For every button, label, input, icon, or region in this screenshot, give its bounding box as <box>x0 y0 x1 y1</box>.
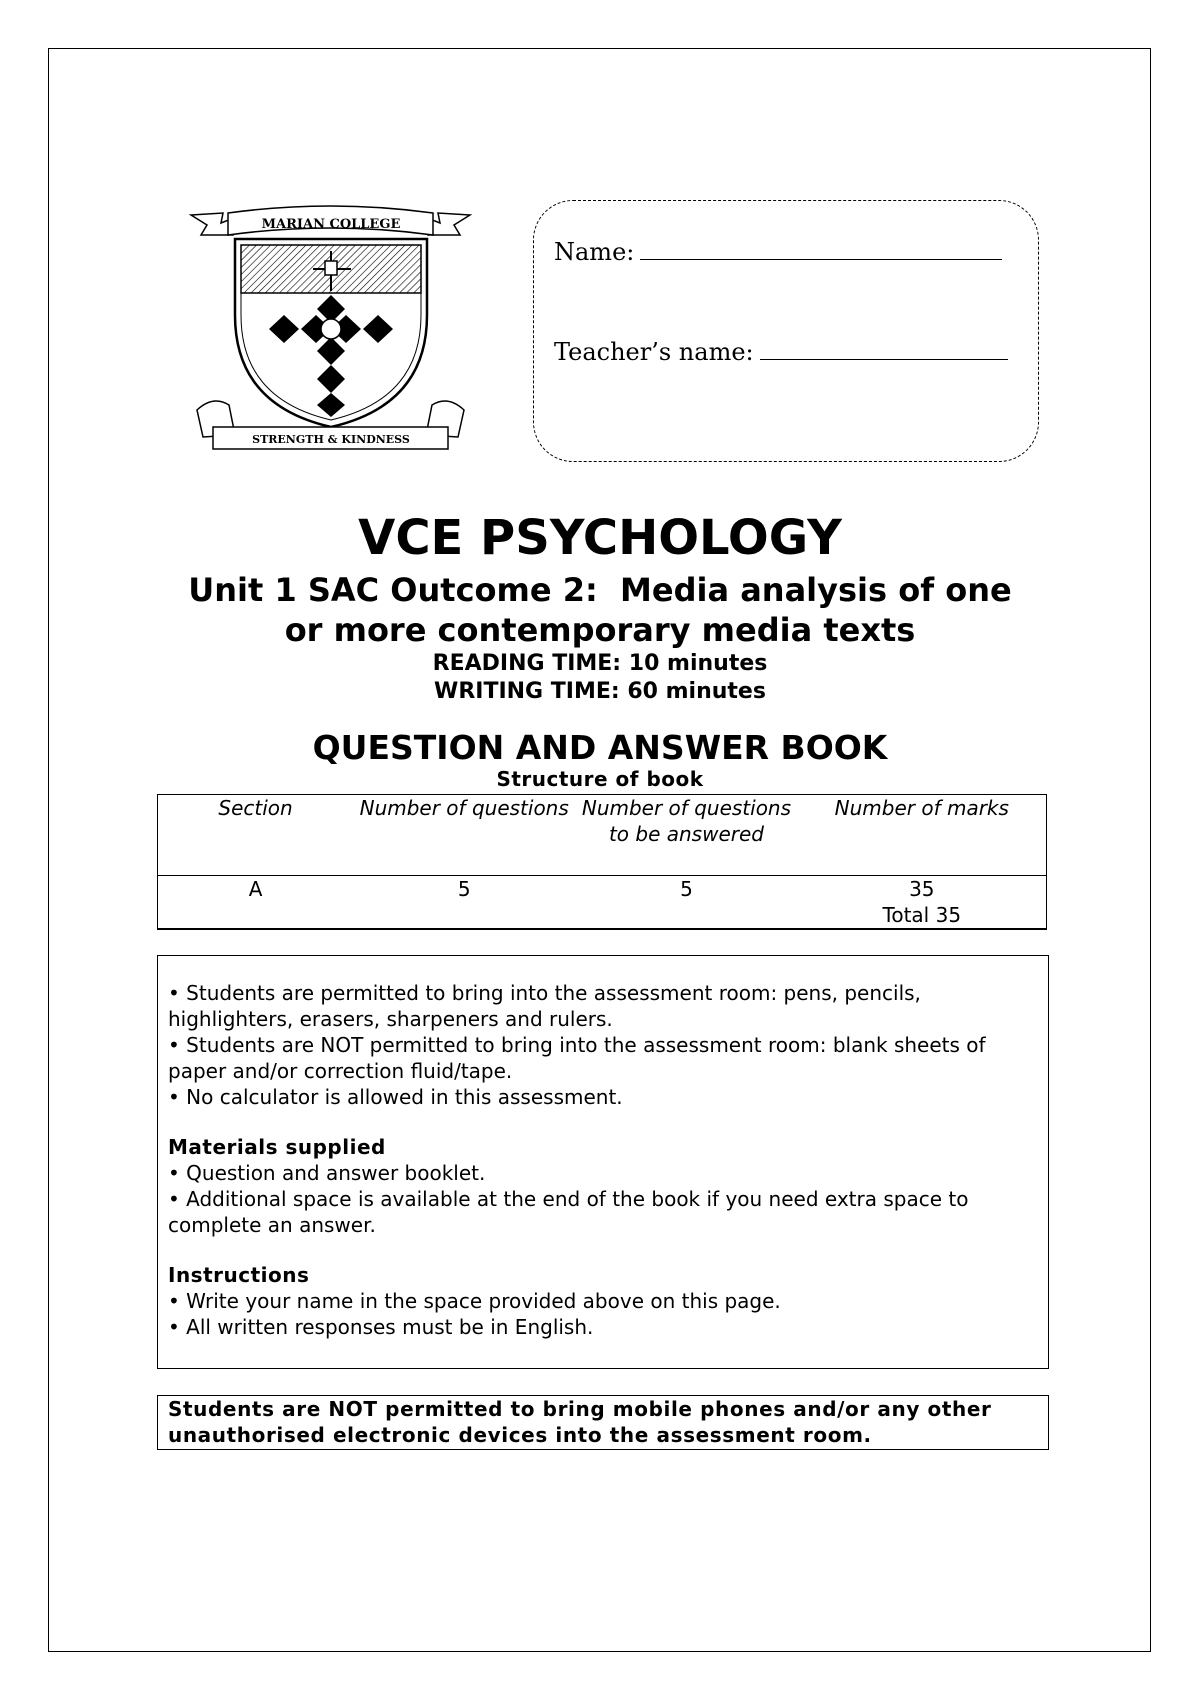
outcome-line-1: Unit 1 SAC Outcome 2: Media analysis of one <box>188 571 1012 609</box>
marks-total: Total 35 <box>882 903 962 927</box>
instructions-heading: Instructions <box>168 1263 310 1287</box>
list-item: • Additional space is available at the end of the book if you need extra space to complete an answer. <box>168 1187 969 1237</box>
cell-marks-value: 35 <box>909 877 935 901</box>
book-title: QUESTION AND ANSWER BOOK <box>312 728 888 767</box>
list-item: • All written responses must be in English. <box>168 1315 594 1339</box>
materials-heading: Materials supplied <box>168 1135 386 1159</box>
header-section: Section <box>158 795 354 876</box>
teacher-name-field[interactable] <box>554 337 1008 366</box>
header-questions-to-answer: Number of questions to be answered <box>581 796 792 846</box>
crest-motto-text: STRENGTH & KINDNESS <box>252 433 410 446</box>
list-item: • Question and answer booklet. <box>168 1161 486 1185</box>
time-allowance <box>0 650 1200 706</box>
header-number-of-questions: Number of questions <box>359 796 569 820</box>
structure-caption: Structure of book <box>496 767 704 791</box>
crest-top-text: MARIAN COLLEGE <box>261 217 401 232</box>
rules-box <box>157 955 1049 1369</box>
rule-not-permitted: • Students are NOT permitted to bring into the assessment room: blank sheets of paper and/or correction fluid/tape. <box>168 1033 986 1083</box>
name-blank-line[interactable] <box>640 237 1002 260</box>
name-label: Name: <box>554 238 635 266</box>
name-field[interactable] <box>554 237 1002 266</box>
mobile-phone-warning: Students are NOT permitted to bring mobile phones and/or any other unauthorised electronic devices into the assessment room. <box>157 1395 1049 1450</box>
student-details-box <box>533 200 1039 462</box>
cell-section: A <box>158 876 354 930</box>
cell-marks <box>798 876 1047 930</box>
rule-calculator: • No calculator is allowed in this assessment. <box>168 1085 623 1109</box>
outcome-title <box>0 570 1200 650</box>
structure-table-header-row <box>158 795 1047 876</box>
outcome-line-2: or more contemporary media texts <box>284 611 916 649</box>
cell-number-of-questions: 5 <box>457 877 471 901</box>
subject-title: VCE PSYCHOLOGY <box>358 510 842 566</box>
college-crest-logo <box>183 205 478 455</box>
writing-time: WRITING TIME: 60 minutes <box>434 679 766 704</box>
cell-questions-to-answer: 5 <box>680 877 693 901</box>
header-number-of-marks: Number of marks <box>798 795 1047 876</box>
teacher-name-label: Teacher’s name: <box>554 338 754 366</box>
list-item: • Write your name in the space provided above on this page. <box>168 1289 781 1313</box>
teacher-name-blank-line[interactable] <box>760 337 1008 360</box>
structure-table <box>157 794 1047 930</box>
table-row <box>158 876 1047 930</box>
reading-time: READING TIME: 10 minutes <box>432 651 768 676</box>
rule-permitted: • Students are permitted to bring into the assessment room: pens, pencils, highlighters, erasers, sharpeners and rulers. <box>168 981 921 1031</box>
